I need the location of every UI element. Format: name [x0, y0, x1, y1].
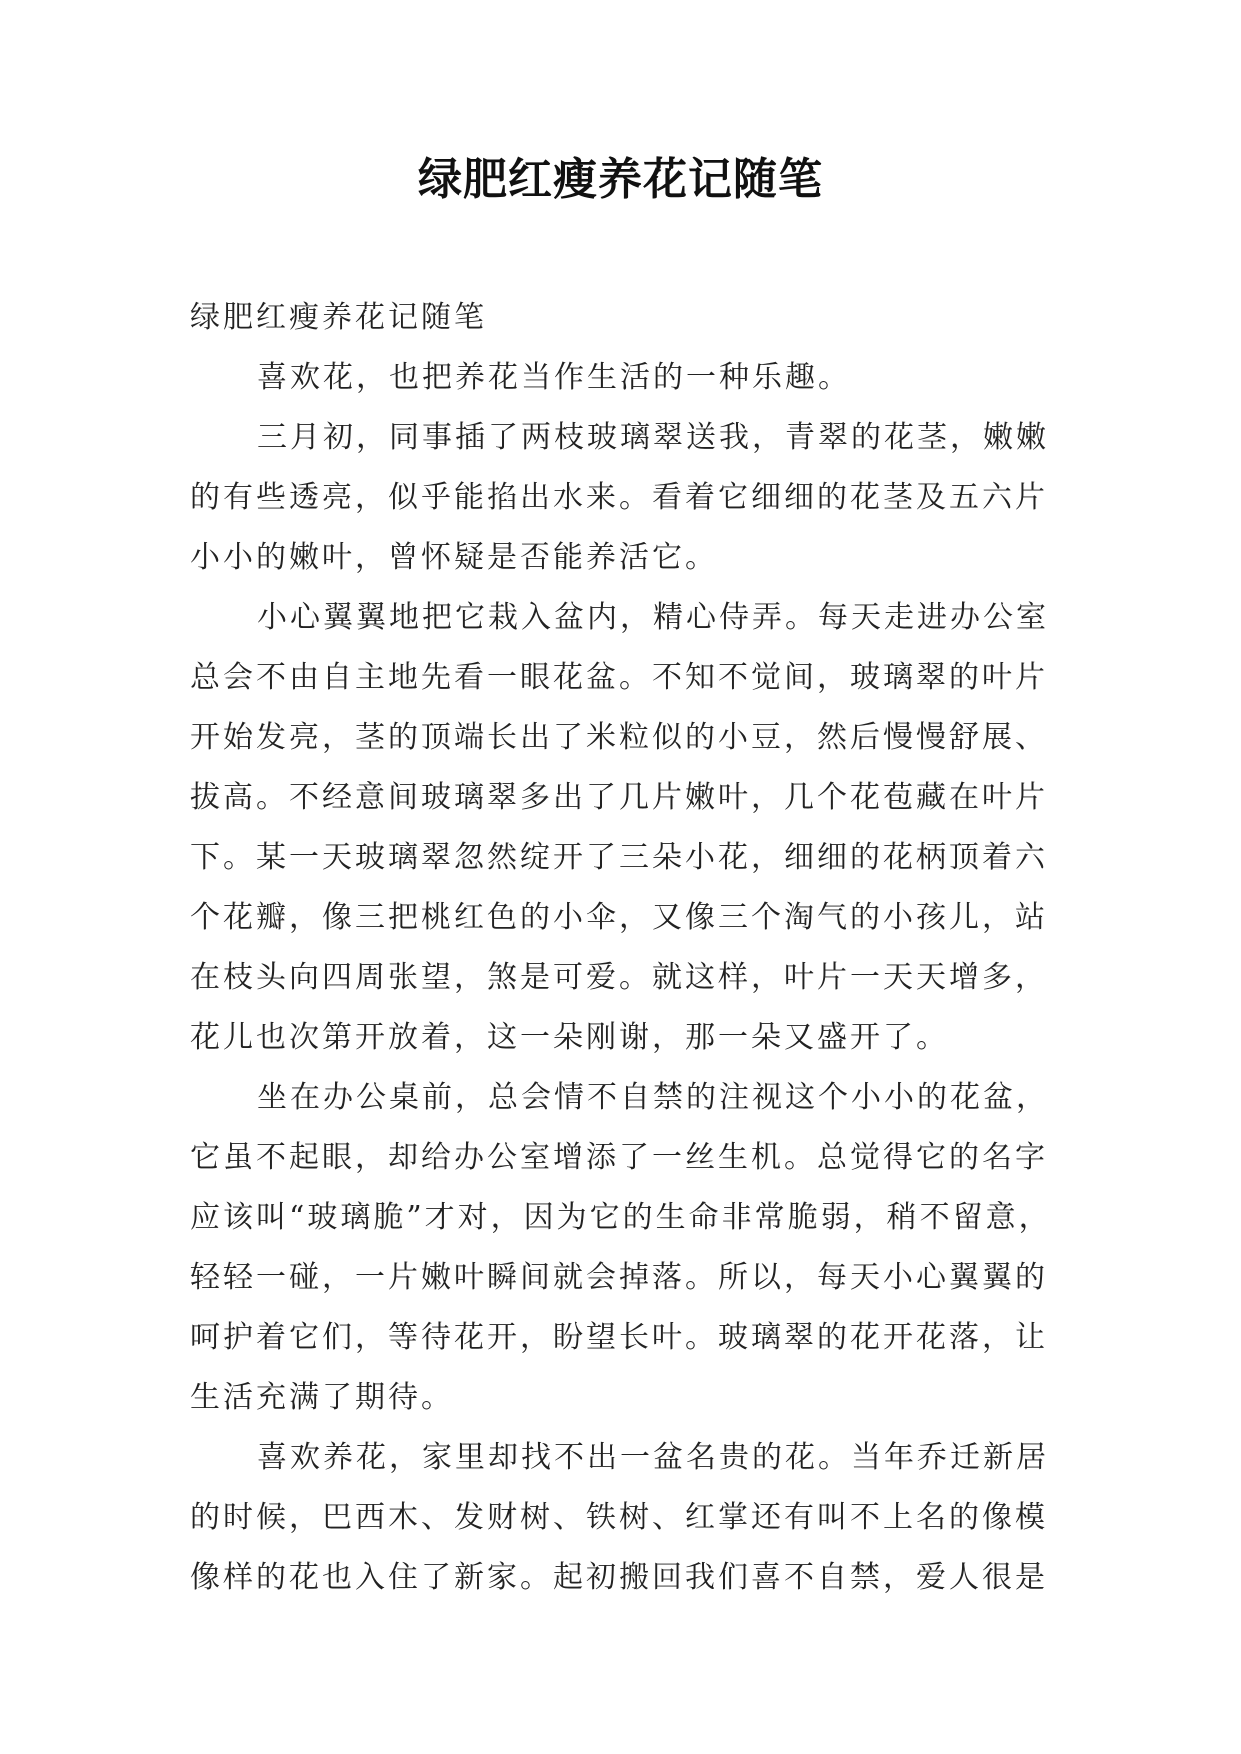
- paragraph-4: [190, 1068, 1050, 1428]
- paragraph-line: 总会不由自主地先看一眼花盆。不知不觉间，玻璃翠的叶片: [190, 660, 1048, 695]
- paragraph-line: 三月初，同事插了两枝玻璃翠送我，青翠的花茎，嫩嫩: [257, 420, 1049, 455]
- paragraph-line: 拔高。不经意间玻璃翠多出了几片嫩叶，几个花苞藏在叶片: [190, 780, 1048, 815]
- paragraph-2: [190, 408, 1050, 588]
- paragraph-line: 在枝头向四周张望，煞是可爱。就这样，叶片一天天增多，: [190, 960, 1048, 995]
- document-title: 绿肥红瘦养花记随笔: [418, 154, 823, 205]
- paragraph-line: 开始发亮，茎的顶端长出了米粒似的小豆，然后慢慢舒展、: [190, 720, 1048, 755]
- paragraph-3: [190, 588, 1050, 1068]
- paragraph-line: 的时候，巴西木、发财树、铁树、红掌还有叫不上名的像模: [190, 1500, 1048, 1535]
- paragraph-line: 小小的嫩叶，曾怀疑是否能养活它。: [190, 540, 718, 575]
- paragraph-line: 应该叫“玻璃脆”才对，因为它的生命非常脆弱，稍不留意，: [190, 1200, 1052, 1235]
- paragraph-line: 喜欢花，也把养花当作生活的一种乐趣。: [257, 360, 851, 395]
- paragraph-line: 花儿也次第开放着，这一朵刚谢，那一朵又盛开了。: [190, 1020, 949, 1055]
- paragraph-5: [190, 1428, 1050, 1608]
- document-subtitle: 绿肥红瘦养花记随笔: [190, 300, 487, 335]
- paragraph-line: 小心翼翼地把它栽入盆内，精心侍弄。每天走进办公室: [257, 600, 1049, 635]
- paragraph-line: 个花瓣，像三把桃红色的小伞，又像三个淘气的小孩儿，站: [190, 900, 1048, 935]
- paragraph-line: 下。某一天玻璃翠忽然绽开了三朵小花，细细的花柄顶着六: [190, 840, 1048, 875]
- paragraph-line: 坐在办公桌前，总会情不自禁的注视这个小小的花盆，: [257, 1080, 1049, 1115]
- paragraph-1: [190, 348, 1050, 408]
- paragraph-line: 呵护着它们，等待花开，盼望长叶。玻璃翠的花开花落，让: [190, 1320, 1048, 1355]
- paragraph-line: 像样的花也入住了新家。起初搬回我们喜不自禁，爱人很是: [190, 1560, 1048, 1595]
- document-body: [190, 288, 1050, 1608]
- paragraph-line: 喜欢养花，家里却找不出一盆名贵的花。当年乔迁新居: [257, 1440, 1049, 1475]
- paragraph-line: 轻轻一碰，一片嫩叶瞬间就会掉落。所以，每天小心翼翼的: [190, 1260, 1048, 1295]
- paragraph-line: 生活充满了期待。: [190, 1380, 454, 1415]
- paragraph-line: 的有些透亮，似乎能掐出水来。看着它细细的花茎及五六片: [190, 480, 1048, 515]
- paragraph-line: 它虽不起眼，却给办公室增添了一丝生机。总觉得它的名字: [190, 1140, 1048, 1175]
